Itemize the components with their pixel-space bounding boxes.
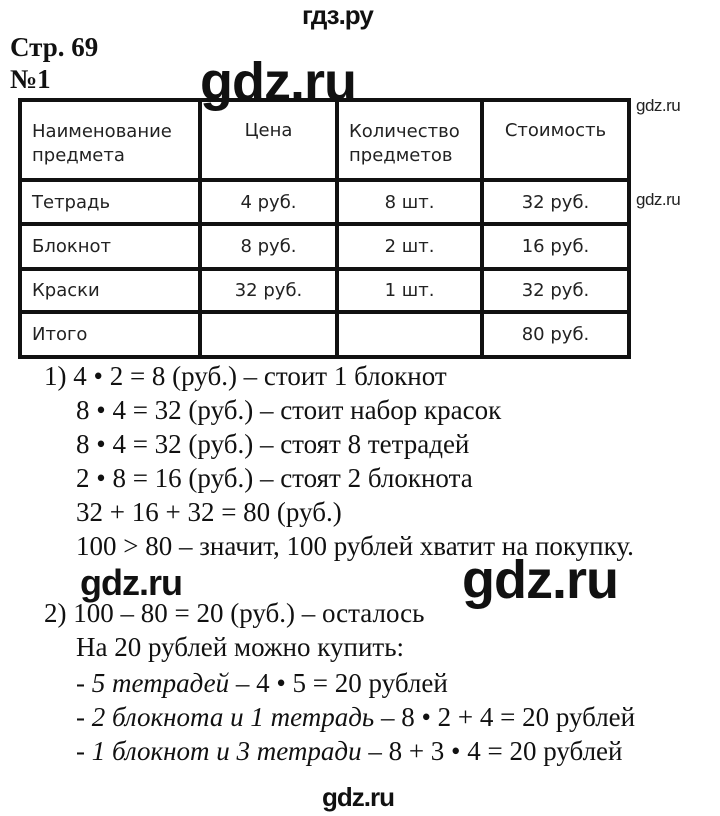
table-cell: 4 руб.: [200, 180, 337, 224]
solution-line: 100 > 80 – значит, 100 рублей хватит на покупку.: [76, 531, 634, 561]
table-row: [20, 269, 629, 312]
option-calc: – 8 • 2 + 4 = 20 рублей: [374, 702, 636, 732]
watermark: gdz.ru: [322, 782, 394, 812]
option-item: 2 блокнота и 1 тетрадь: [91, 702, 375, 732]
watermark: gdz.ru: [80, 562, 182, 603]
option-line: - 1 блокнот и 3 тетради – 8 + 3 • 4 = 20 рублей: [76, 736, 623, 766]
table-cell: 2 шт.: [337, 224, 482, 269]
solution-line: 8 • 4 = 32 (руб.) – стоит набор красок: [76, 395, 502, 425]
solution-line: 1) 4 • 2 = 8 (руб.) – стоит 1 блокнот: [44, 361, 447, 391]
solution-line: 8 • 4 = 32 (руб.) – стоят 8 тетрадей: [76, 429, 470, 459]
option-item: 1 блокнот и 3 тетради: [91, 736, 362, 766]
table-cell: 32 руб.: [482, 180, 629, 224]
table-cell: Краски: [20, 269, 200, 312]
table-cell: 8 руб.: [200, 224, 337, 269]
solution-line: 2 • 8 = 16 (руб.) – стоят 2 блокнота: [76, 463, 473, 493]
option-line: - 2 блокнота и 1 тетрадь – 8 • 2 + 4 = 20 рублей: [76, 702, 636, 732]
solution-line: 2) 100 – 80 = 20 (руб.) – осталось: [44, 598, 425, 628]
table-row: [20, 180, 629, 224]
watermark: gdz.ru: [636, 96, 681, 115]
header-cell: Количество предметов: [337, 100, 482, 180]
watermark: gdz.ru: [200, 52, 356, 112]
watermark: gdz.ru: [636, 190, 681, 209]
table-cell: 32 руб.: [482, 269, 629, 312]
task-label: №1: [10, 64, 51, 94]
table-cell: Итого: [20, 312, 200, 357]
option-calc: – 8 + 3 • 4 = 20 рублей: [361, 736, 623, 766]
solution-line: На 20 рублей можно купить:: [76, 632, 405, 662]
header-cell: Стоимость: [482, 100, 629, 180]
table-cell: Блокнот: [20, 224, 200, 269]
header-cell: Наименование предмета: [20, 100, 200, 180]
header-cell: Цена: [200, 100, 337, 180]
table-row: [20, 224, 629, 269]
page-label: Стр. 69: [10, 32, 99, 62]
table-cell: 8 шт.: [337, 180, 482, 224]
table-cell: 1 шт.: [337, 269, 482, 312]
table-cell: 32 руб.: [200, 269, 337, 312]
option-line: - 5 тетрадей – 4 • 5 = 20 рублей: [76, 668, 448, 698]
solution-line: 32 + 16 + 32 = 80 (руб.): [76, 497, 342, 527]
table-row: [20, 312, 629, 357]
table-cell: 16 руб.: [482, 224, 629, 269]
table-cell: [200, 312, 337, 357]
watermark: gdz.ru: [462, 550, 618, 610]
option-calc: – 4 • 5 = 20 рублей: [229, 668, 448, 698]
table-cell: 80 руб.: [482, 312, 629, 357]
site-header: гдз.ру: [302, 0, 373, 30]
option-item: 5 тетрадей: [91, 668, 230, 698]
table-cell: [337, 312, 482, 357]
table-cell: Тетрадь: [20, 180, 200, 224]
price-table: [18, 98, 631, 359]
table-header-row: [20, 100, 629, 180]
